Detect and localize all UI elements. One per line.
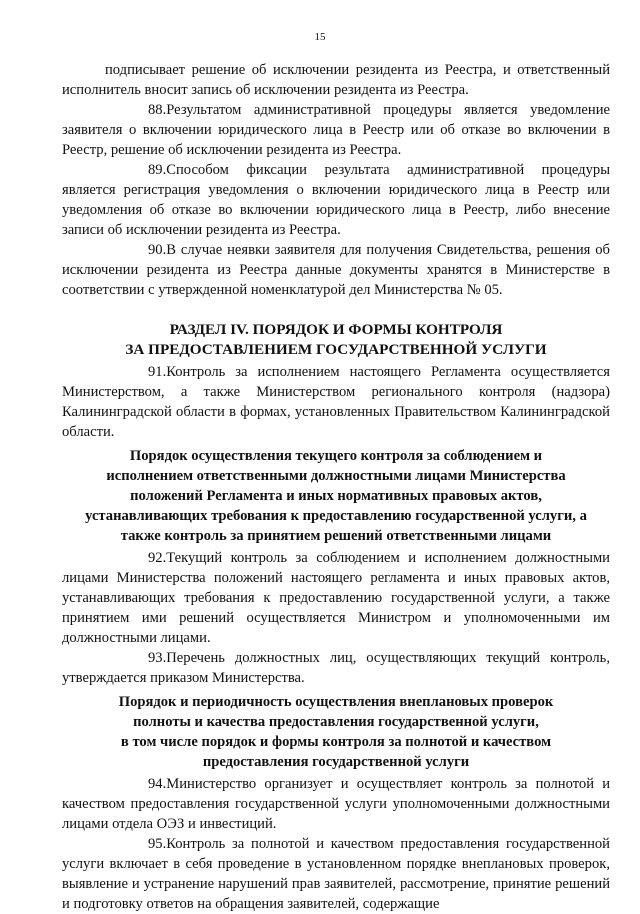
- paragraph: [62, 648, 610, 688]
- paragraph: [62, 548, 610, 648]
- paragraph-text: Контроль за исполнением настоящего Регламента осуществляется Министерством, а также Министерством регионального контроля (надзора) Калининградской области в формах, установленных Правительством Калининградской области.: [62, 364, 610, 440]
- paragraph-number: 94.: [148, 776, 167, 792]
- paragraph-text: В случае неявки заявителя для получения Свидетельства, решения об исключении резидента из Реестра данные документы хранятся в Министерстве в соответствии с утвержденной номенклатурой дел Министерства № 05.: [62, 242, 610, 298]
- paragraph-text: подписывает решение об исключении резидента из Реестра, и ответственный исполнитель вносит запись об исключении резидента из Реестра.: [62, 62, 610, 98]
- paragraph: [62, 362, 610, 442]
- heading-line: в том числе порядок и формы контроля за полнотой и качеством: [120, 734, 552, 750]
- subsection-heading: [62, 446, 610, 546]
- paragraph-number: 90.: [148, 242, 167, 258]
- paragraph: [62, 774, 610, 834]
- paragraph: [62, 834, 610, 914]
- heading-line: ЗА ПРЕДОСТАВЛЕНИЕМ ГОСУДАРСТВЕННОЙ УСЛУГИ: [125, 341, 547, 358]
- paragraph-text: Министерство организует и осуществляет контроль за полнотой и качеством предоставления государственной услуги уполномоченными должностными лицами отдела ОЭЗ и инвестиций.: [62, 776, 610, 832]
- paragraph: [62, 100, 610, 160]
- paragraph-number: 91.: [148, 364, 167, 380]
- heading-line: исполнением ответственными должностными лицами Министерства: [106, 468, 566, 484]
- heading-line: положений Регламента и иных нормативных правовых актов,: [130, 488, 542, 504]
- heading-line: полноты и качества предоставления государственной услуги,: [133, 714, 539, 730]
- paragraph-number: 95.: [148, 836, 167, 852]
- paragraph: [62, 60, 610, 100]
- page-number: 15: [314, 31, 326, 43]
- paragraph: [62, 240, 610, 300]
- paragraph: [62, 160, 610, 240]
- heading-line: РАЗДЕЛ IV. ПОРЯДОК И ФОРМЫ КОНТРОЛЯ: [169, 321, 503, 338]
- paragraph-number: 88.: [148, 102, 167, 118]
- subsection-heading: [62, 692, 610, 772]
- paragraph-number: 93.: [148, 650, 167, 666]
- heading-line: Порядок осуществления текущего контроля за соблюдением и: [129, 448, 543, 464]
- paragraph-text: Перечень должностных лиц, осуществляющих текущий контроль, утверждается приказом Министерства.: [62, 650, 610, 686]
- document-body: [62, 60, 610, 914]
- paragraph-text: Текущий контроль за соблюдением и исполнением должностными лицами Министерства положений настоящего регламента и иных правовых актов, устанавливающих требования к предоставлению государственной услуги, а также принятием ими решений осуществляется Министром и уполномоченными им должностными лицами.: [62, 550, 610, 646]
- heading-line: предоставления государственной услуги: [202, 754, 470, 770]
- paragraph-text: Результатом административной процедуры является уведомление заявителя о включении юридического лица в Реестр или об отказе во включении в Реестр, решение об исключении резидента из Реестра.: [62, 102, 610, 158]
- paragraph-number: 89.: [148, 162, 167, 178]
- paragraph-text: Контроль за полнотой и качеством предоставления государственной услуги включает в себя проведение в установленном порядке внеплановых проверок, выявление и устранение нарушений прав заявителей, рассмотрение, принятие решений и подготовку ответов на обращения заявителей, содержащие: [62, 836, 610, 912]
- heading-line: устанавливающих требования к предоставлению государственной услуги, а: [85, 508, 587, 524]
- heading-line: также контроль за принятием решений ответственными лицами: [120, 528, 552, 544]
- heading-line: Порядок и периодичность осуществления внеплановых проверок: [118, 694, 554, 710]
- paragraph-text: Способом фиксации результата административной процедуры является регистрация уведомления о включении юридического лица в Реестр или уведомления об отказе во включении юридического лица в Реестр, либо внесение записи об исключении резидента из Реестра.: [62, 162, 610, 238]
- paragraph-number: 92.: [148, 550, 167, 566]
- section-heading: [62, 320, 610, 360]
